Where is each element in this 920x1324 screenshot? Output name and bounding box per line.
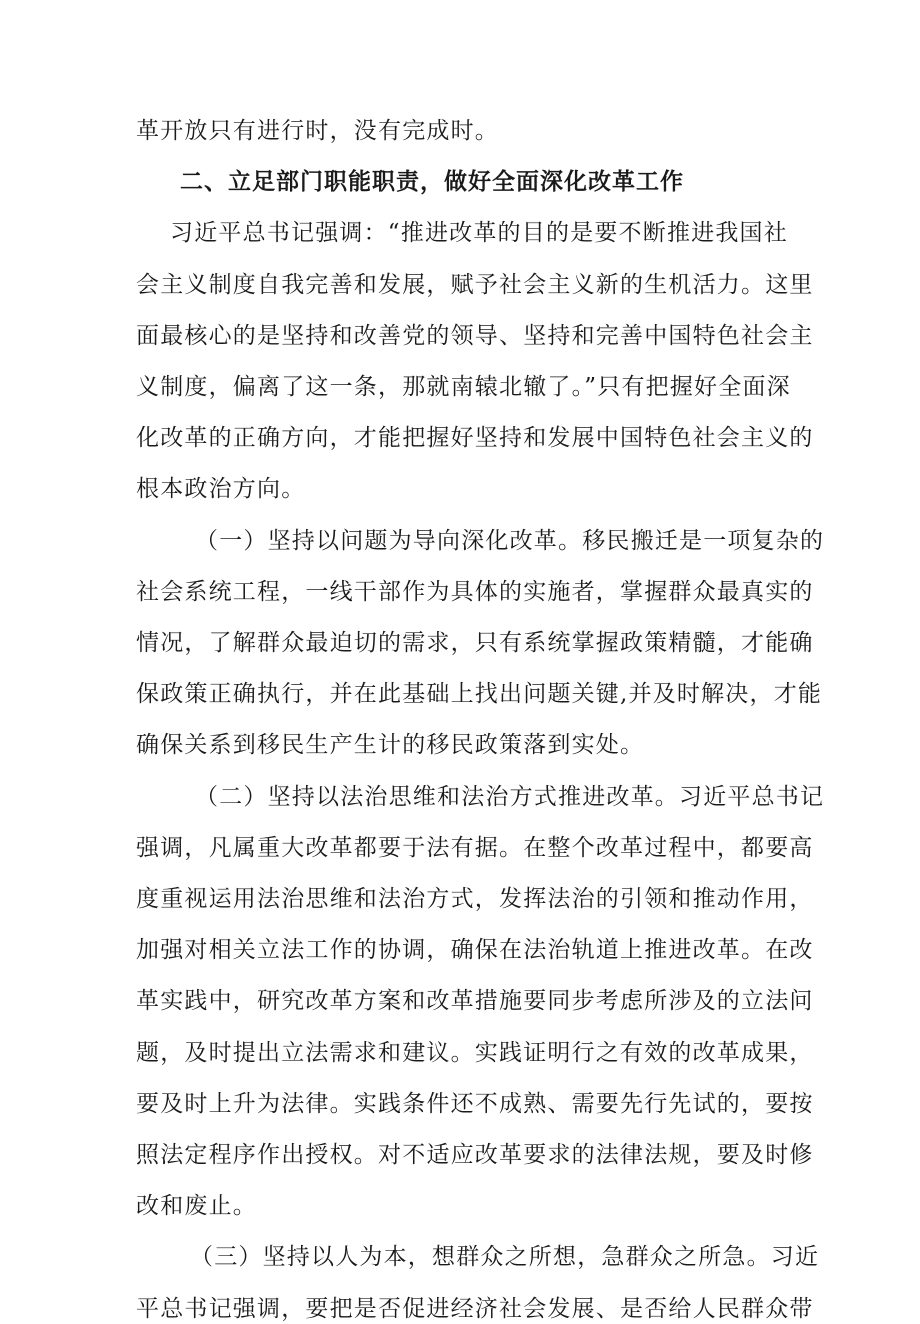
paragraph-line: 强调，凡属重大改革都要于法有据。在整个改革过程中，都要高 — [136, 834, 814, 861]
paragraph-line: 确保关系到移民生产生计的移民政策落到实处。 — [136, 732, 645, 759]
paragraph-line: （一）坚持以问题为导向深化改革。移民搬迁是一项复杂的 — [195, 527, 825, 554]
paragraph-line: （三）坚持以人为本，想群众之所想，急群众之所急。习近 — [190, 1244, 820, 1271]
paragraph-line: 照法定程序作出授权。对不适应改革要求的法律法规，要及时修 — [136, 1142, 814, 1168]
paragraph-line: 根本政治方向。 — [136, 476, 306, 503]
paragraph-line: 革实践中，研究改革方案和改革措施要同步考虑所涉及的立法问 — [136, 988, 814, 1015]
paragraph-line: 情况，了解群众最迫切的需求，只有系统掌握政策精髓，才能确 — [136, 630, 814, 656]
paragraph-line: 保政策正确执行，并在此基础上找出问题关键,并及时解决，才能 — [136, 681, 823, 708]
section-heading: 二、立足部门职能职责，做好全面深化改革工作 — [180, 169, 684, 196]
paragraph-line: （二）坚持以法治思维和法治方式推进改革。习近平总书记 — [195, 783, 825, 810]
paragraph-line: 会主义制度自我完善和发展，赋予社会主义新的生机活力。这里 — [136, 271, 814, 298]
paragraph-line: 加强对相关立法工作的协调，确保在法治轨道上推进改革。在改 — [136, 937, 814, 964]
intro-tail-line: 革开放只有进行时，没有完成时。 — [136, 118, 499, 144]
paragraph-line: 改和废止。 — [136, 1193, 257, 1220]
paragraph-line: 习近平总书记强调：“推进改革的目的是要不断推进我国社 — [170, 220, 788, 247]
paragraph-line: 社会系统工程，一线干部作为具体的实施者，掌握群众最真实的 — [136, 578, 814, 605]
paragraph-line: 化改革的正确方向，才能把握好坚持和发展中国特色社会主义的 — [136, 425, 814, 452]
paragraph-line: 面最核心的是坚持和改善党的领导、坚持和完善中国特色社会主 — [136, 322, 814, 349]
paragraph-line: 义制度，偏离了这一条，那就南辕北辙了。”只有把握好全面深 — [136, 374, 791, 400]
paragraph-line: 题，及时提出立法需求和建议。实践证明行之有效的改革成果， — [136, 1039, 814, 1066]
paragraph-line: 要及时上升为法律。实践条件还不成熟、需要先行先试的，要按 — [136, 1090, 814, 1117]
paragraph-line: 度重视运用法治思维和法治方式，发挥法治的引领和推动作用， — [136, 886, 814, 912]
paragraph-line: 平总书记强调，要把是否促进经济社会发展、是否给人民群众带 — [136, 1295, 814, 1322]
